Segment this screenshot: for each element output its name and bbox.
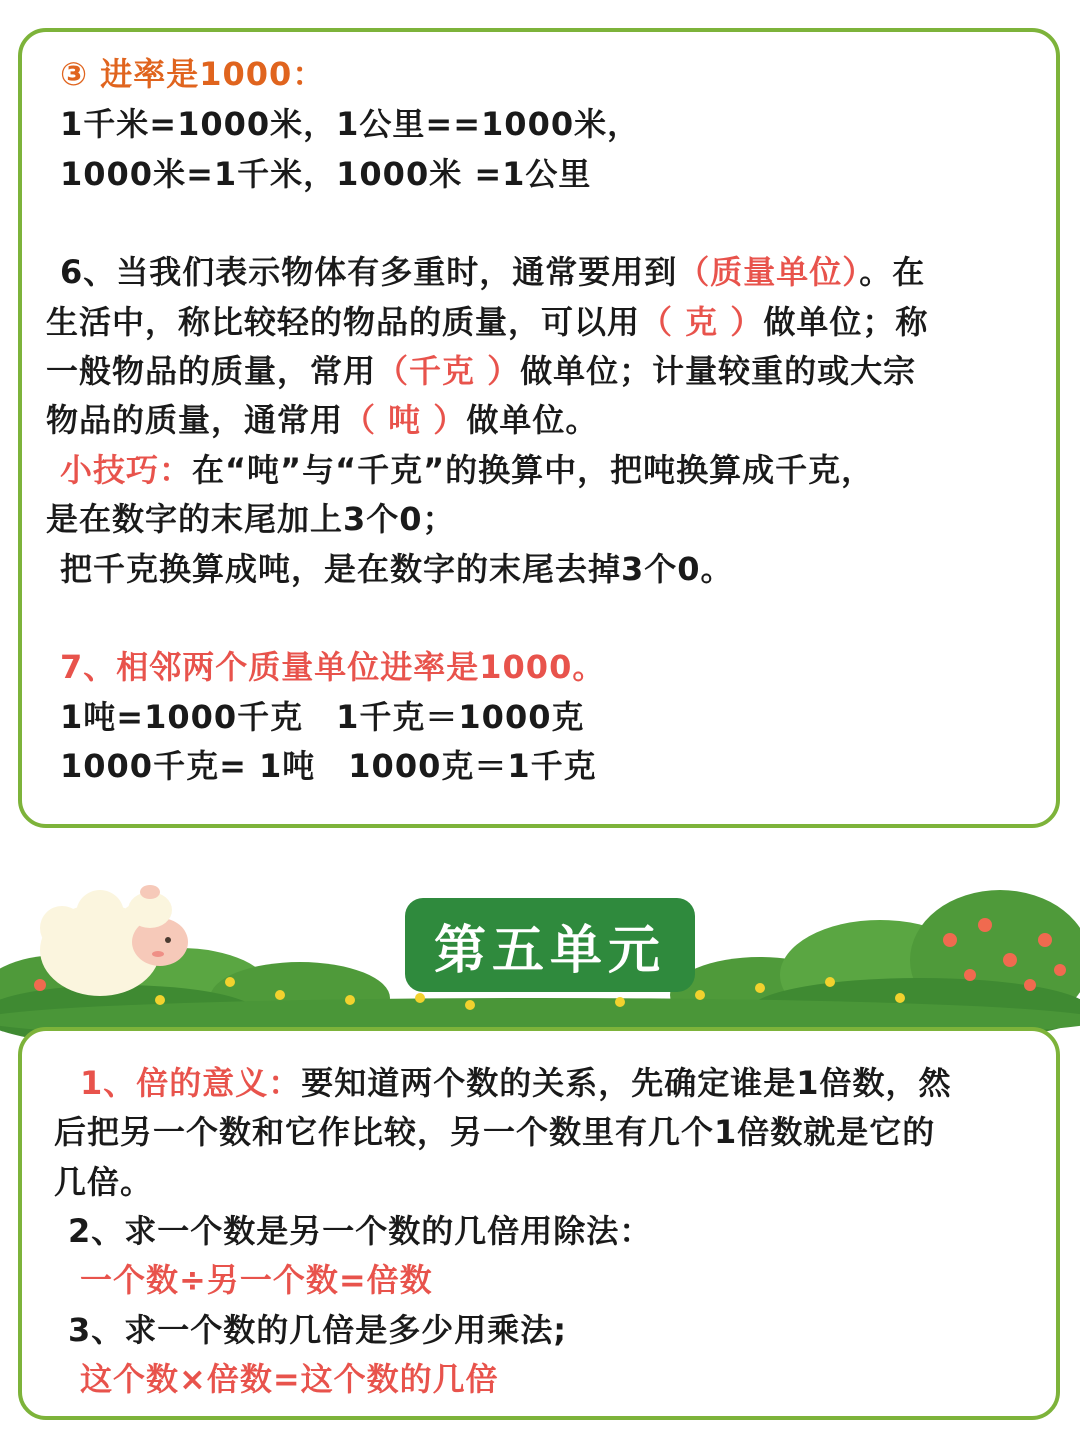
answer-gram: （ 克 ）	[640, 303, 764, 341]
multiple-meaning-line-2: 后把另一个数和它作比较，另一个数里有几个1倍数就是它的	[54, 1113, 936, 1151]
text: 。在	[859, 253, 926, 291]
rate-heading: ③ 进率是1000：	[60, 55, 326, 93]
length-conversion-line-2: 1000米=1千米，1000米 =1公里	[60, 155, 592, 193]
answer-kilogram: （千克 ）	[376, 352, 521, 390]
answer-ton: （ 吨 ）	[343, 401, 467, 439]
mass-unit-paragraph-line-1	[60, 252, 925, 292]
text: 做单位；称	[763, 303, 929, 341]
multiple-meaning-line-1	[80, 1063, 952, 1103]
tip-label: 小技巧：	[60, 451, 193, 489]
section-title: 第五单元	[433, 920, 666, 981]
tip-line-1	[60, 450, 874, 490]
text: 6、当我们表示物体有多重时，通常要用到	[60, 253, 678, 291]
division-rule: 2、求一个数是另一个数的几倍用除法：	[68, 1212, 653, 1250]
answer-mass-unit: （质量单位）	[677, 253, 860, 291]
mass-unit-paragraph-line-3	[46, 351, 916, 391]
multiple-meaning-line-3: 几倍。	[54, 1163, 154, 1201]
tip-line-2: 是在数字的末尾加上3个0；	[46, 500, 456, 538]
multiplication-rule: 3、求一个数的几倍是多少用乘法;	[68, 1311, 568, 1349]
text: 要知道两个数的关系，先确定谁是1倍数，然	[301, 1064, 952, 1102]
section-title-badge	[405, 898, 695, 992]
multiplication-formula: 这个数×倍数=这个数的几倍	[80, 1360, 499, 1398]
division-formula: 一个数÷另一个数=倍数	[80, 1261, 433, 1299]
text: 物品的质量，通常用	[46, 401, 344, 439]
text: 做单位。	[466, 401, 599, 439]
multiple-meaning-label: 1、倍的意义：	[80, 1064, 302, 1102]
mass-conversion-line-1: 1吨=1000千克 1千克＝1000克	[60, 698, 585, 736]
mass-rate-heading: 7、相邻两个质量单位进率是1000。	[60, 648, 606, 686]
text: 一般物品的质量，常用	[46, 352, 377, 390]
tip-line-3: 把千克换算成吨，是在数字的末尾去掉3个0。	[60, 550, 734, 588]
mass-unit-paragraph-line-4	[46, 400, 598, 440]
text: 做单位；计量较重的或大宗	[520, 352, 917, 390]
length-conversion-line-1: 1千米=1000米，1公里==1000米，	[60, 105, 641, 143]
mass-unit-paragraph-line-2	[46, 302, 928, 342]
text: 在“吨”与“千克”的换算中，把吨换算成千克，	[192, 451, 875, 489]
mass-conversion-line-2: 1000千克= 1吨 1000克＝1千克	[60, 747, 597, 785]
text: 生活中，称比较轻的物品的质量，可以用	[46, 303, 641, 341]
